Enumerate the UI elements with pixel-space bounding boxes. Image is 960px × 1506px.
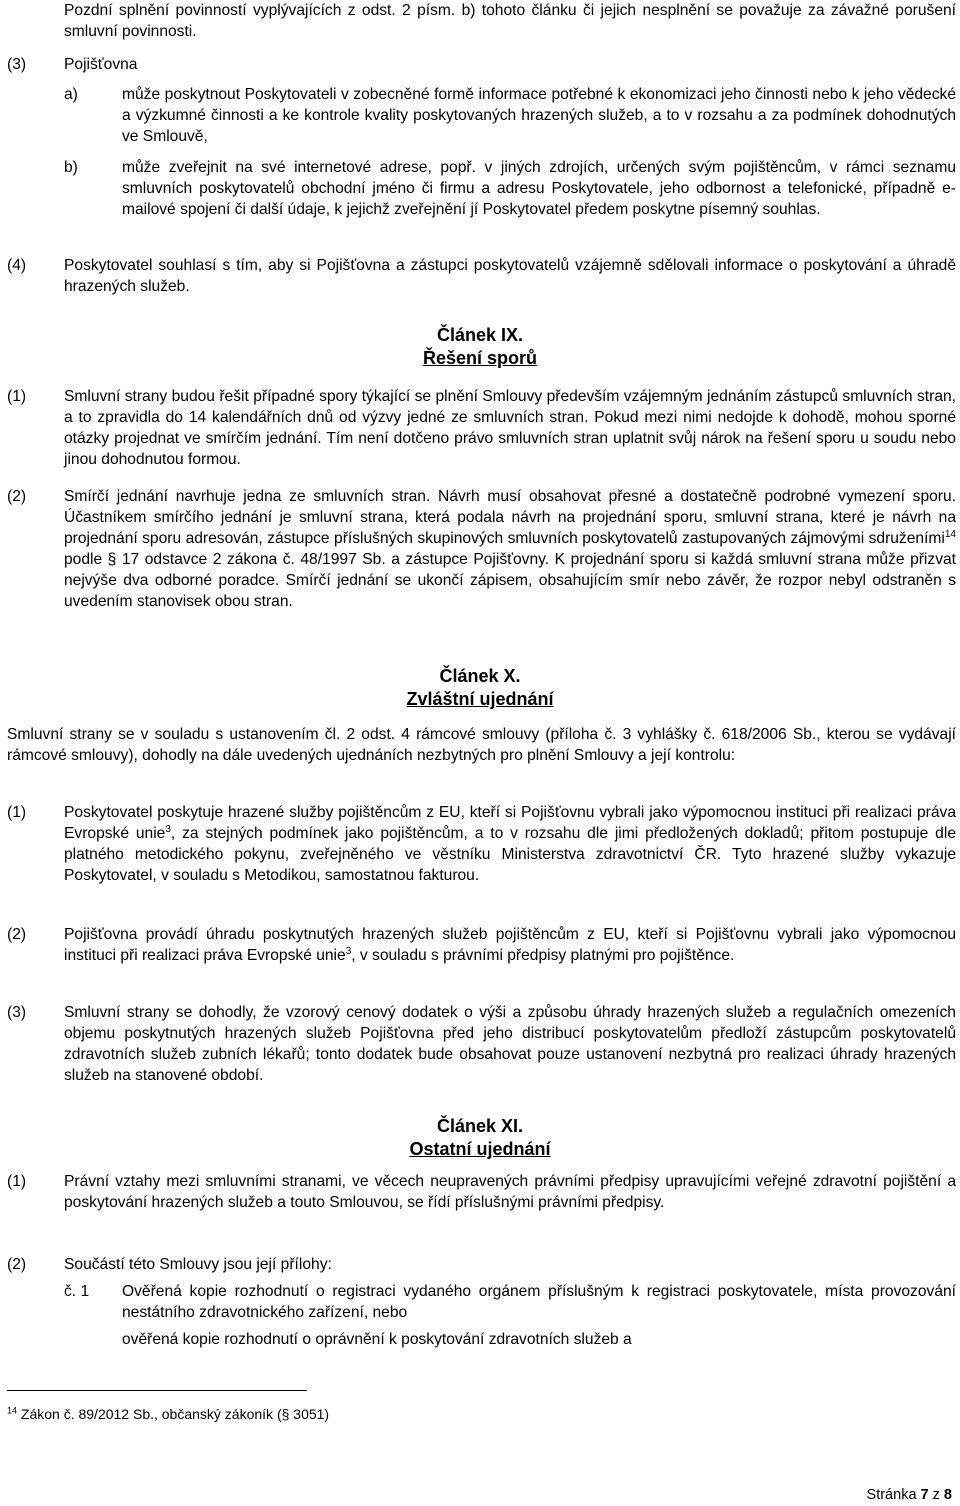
subtitle-text: Řešení sporů bbox=[422, 348, 538, 368]
attachment-label: č. 1 bbox=[64, 1283, 90, 1300]
article-10-paragraph-1 bbox=[0, 802, 960, 912]
page-of: z bbox=[928, 1487, 944, 1503]
page-number bbox=[867, 1485, 952, 1506]
paragraph-number: (1) bbox=[7, 388, 27, 405]
article-9-paragraph-2 bbox=[0, 486, 960, 636]
text-part: Poskytovatel poskytuje hrazené služby pojištěncům z EU, kteří si Pojišťovnu vybrali jako výpomocnou instituci při realizaci práva Evropské unie bbox=[64, 804, 956, 842]
item-a-label: a) bbox=[64, 86, 78, 103]
paragraph-3 bbox=[0, 54, 960, 274]
paragraph-text: Právní vztahy mezi smluvními stranami, ve věcech neupravených právními předpisy upravujícími veřejné zdravotní pojištění a poskytování hrazených služeb a touto Smlouvou, se řídí příslušnými právními předpisy. bbox=[64, 1173, 956, 1211]
paragraph-4 bbox=[0, 255, 960, 305]
paragraph-text: Poskytovatel souhlasí s tím, aby si Pojišťovna a zástupci poskytovatelů vzájemně sdělovali informace o poskytování a úhradě hrazených služeb. bbox=[64, 257, 956, 295]
article-11-title: Článek XI. bbox=[436, 1116, 524, 1136]
article-11-paragraph-1 bbox=[0, 1171, 960, 1241]
total-pages: 8 bbox=[943, 1487, 952, 1503]
footnote bbox=[7, 1404, 329, 1425]
article-11-subtitle bbox=[0, 1137, 960, 1161]
paragraph-text bbox=[64, 802, 956, 886]
article-10-paragraph-3 bbox=[0, 1002, 960, 1092]
footnote-text: Zákon č. 89/2012 Sb., občanský zákoník (§ 3051) bbox=[17, 1406, 330, 1422]
text-part: Pojišťovna provádí úhradu poskytnutých hrazených služeb pojištěncům z EU, kteří si Pojišťovnu vybrali jako výpomocnou instituci při realizaci práva Evropské unie bbox=[64, 926, 956, 964]
text-part: , za stejných podmínek jako pojištěncům, a to v rozsahu dle jimi předložených dokladů; přitom postupuje dle platného metodického pokynu, zveřejněného ve věstníku Ministerstva zdravotnictví ČR. Tyto hrazené služby vykazuje Poskytovatel, v souladu s Metodikou, samostatnou fakturou. bbox=[64, 825, 956, 884]
footnote-separator bbox=[7, 1390, 307, 1391]
paragraph-number: (2) bbox=[7, 488, 27, 505]
paragraph-text: Smluvní strany budou řešit případné spory týkající se plnění Smlouvy především vzájemným jednáním zástupců smluvních stran, a to zpravidla do 14 kalendářních dnů od výzvy jedné ze smluvních stran. Pokud mezi nimi nedojde k dohodě, mohou sporné otázky projednat ve smírčím jednání. Tím není dotčeno právo smluvních stran uplatnit svůj nárok na řešení sporu u soudu nebo jinou dohodnutou formou. bbox=[64, 388, 956, 468]
article-10-title: Článek X. bbox=[439, 666, 521, 686]
text-part: , v souladu s právními předpisy platnými pro pojištěnce. bbox=[351, 947, 735, 964]
article-9-title: Článek IX. bbox=[436, 325, 524, 345]
paragraph-text bbox=[64, 486, 956, 612]
article-10-paragraph-2 bbox=[0, 924, 960, 994]
subtitle-text: Ostatní ujednání bbox=[409, 1139, 551, 1159]
footnote-reference: 14 bbox=[944, 528, 956, 540]
current-page: 7 bbox=[920, 1487, 929, 1503]
continued-paragraph: Pozdní splnění povinností vyplývajících z odst. 2 písm. b) tohoto článku či jejich nesplnění se považuje za závažné porušení smluvní povinnosti. bbox=[64, 2, 956, 40]
footnote-mark: 14 bbox=[7, 1405, 18, 1416]
article-11-paragraph-2 bbox=[0, 1254, 960, 1364]
item-b-label: b) bbox=[64, 159, 78, 176]
subtitle-text: Zvláštní ujednání bbox=[406, 689, 554, 709]
article-9-subtitle bbox=[0, 346, 960, 370]
paragraph-number: (2) bbox=[7, 1256, 27, 1273]
article-10-subtitle bbox=[0, 687, 960, 711]
footnote-reference: 3 bbox=[165, 823, 171, 835]
paragraph-text: Smluvní strany se dohodly, že vzorový cenový dodatek o výši a způsobu úhrady hrazených služeb a regulačních omezeních objemu poskytnutých hrazených služeb Pojišťovna před jeho distribucí poskytovatelům předloží zástupcům poskytovatelů zdravotních služeb zubních lékařů; tonto dodatek bude obsahovat pouze ustanovení nezbytná pro realizaci úhrady hrazených služeb na stanovené období. bbox=[64, 1004, 956, 1084]
footnote-reference: 3 bbox=[345, 945, 352, 957]
item-b-text: může zveřejnit na své internetové adrese, popř. v jiných zdrojích, určených svým pojištěncům, v rámci seznamu smluvních poskytovatelů obchodní jméno či firmu a adresu Poskytovatele, jeho odbornost a telefonické, případně e-mailové spojení či další údaje, k jejichž zveřejnění jí Poskytovatel předem poskytne písemný souhlas. bbox=[122, 159, 956, 218]
paragraph-number: (2) bbox=[7, 926, 27, 943]
paragraph-number: (3) bbox=[7, 56, 27, 73]
paragraph-number: (1) bbox=[7, 1173, 27, 1190]
attachment-1-text: Ověřená kopie rozhodnutí o registraci vydaného orgánem příslušným k registraci poskytovatele, místa provozování nestátního zdravotnického zařízení, nebo bbox=[122, 1283, 956, 1321]
paragraph-heading: Pojišťovna bbox=[64, 56, 138, 73]
page-label: Stránka bbox=[866, 1487, 921, 1503]
text-part: podle § 17 odstavce 2 zákona č. 48/1997 Sb. a zástupce Pojišťovny. K projednání sporu si každá smluvní strana může přizvat nejvýše dva odborné poradce. Smírčí jednání se ukončí zápisem, obsahujícím smír nebo závěr, že rozpor nebyl odstraněn s uvedením stanovisek obou stran. bbox=[64, 551, 956, 610]
paragraph-text: Součástí této Smlouvy jsou její přílohy: bbox=[64, 1256, 332, 1273]
paragraph-number: (3) bbox=[7, 1004, 27, 1021]
paragraph-number: (1) bbox=[7, 804, 27, 821]
paragraph-number: (4) bbox=[7, 257, 27, 274]
article-9-paragraph-1 bbox=[0, 386, 960, 476]
item-a-text: může poskytnout Poskytovateli v zobecněné formě informace potřebné k ekonomizaci jeho činnosti nebo k jeho vědecké a výzkumné činnosti a ke kontrole kvality poskytovaných hrazených služeb, a to v rozsahu a za podmínek dohodnutých ve Smlouvě, bbox=[122, 86, 956, 145]
paragraph-text bbox=[64, 924, 956, 966]
text-part: Smírčí jednání navrhuje jedna ze smluvních stran. Návrh musí obsahovat přesné a dostatečně podrobné vymezení sporu. Účastníkem smírčího jednání je smluvní strana, která podala návrh na projednání sporu, smluvní strana, které je návrh na projednání sporu adresován, zástupce příslušných skupinových smluvních poskytovatelů zastupovaných zájmovými sdruženími bbox=[64, 488, 956, 547]
attachment-1-alternative: ověřená kopie rozhodnutí o oprávnění k poskytování zdravotních služeb a bbox=[122, 1331, 632, 1348]
article-10-intro: Smluvní strany se v souladu s ustanovením čl. 2 odst. 4 rámcové smlouvy (příloha č. 3 vyhlášky č. 618/2006 Sb., kterou se vydávají rámcové smlouvy), dohodly na dále uvedených ujednáních nezbytných pro plnění Smlouvy a její kontrolu: bbox=[7, 726, 956, 764]
